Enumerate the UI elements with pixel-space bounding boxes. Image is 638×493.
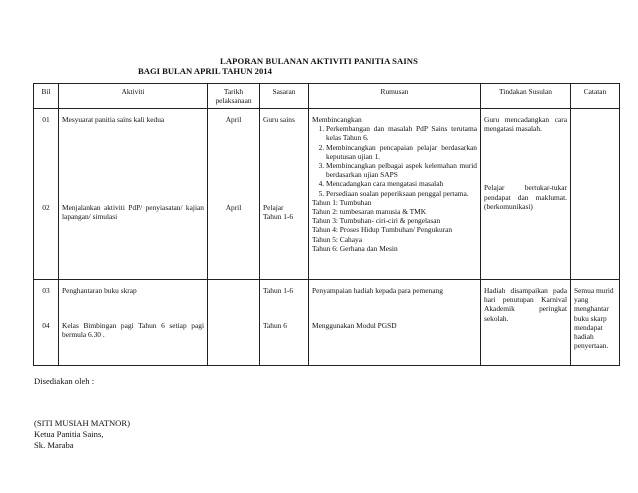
list-item: 3. Membincangkan pelbagai aspek kelemahan murid berdasarkan ujian SAPS (326, 161, 477, 179)
rumusan-04: Menggunakan Modul PGSD (312, 321, 397, 331)
rumusan-list (312, 124, 477, 198)
aktiviti-cell (59, 280, 208, 366)
tarikh-cell (208, 280, 260, 366)
catatan-cell (571, 109, 620, 280)
bil-03: 03 (42, 286, 50, 295)
aktiviti-01: Mesyuarat panitia sains kali kedua (62, 115, 165, 124)
header-rumusan: Rumusan (309, 84, 481, 109)
table-row (34, 109, 620, 280)
tarikh-01: April (225, 115, 242, 124)
rumusan-line: Tahun 4: Proses Hidup Tumbuhan/ Pengukuran (312, 225, 453, 235)
report-title: LAPORAN BULANAN AKTIVITI PANITIA SAINS (220, 56, 418, 66)
sasaran-cell (260, 109, 309, 280)
header-tindakan: Tindakan Susulan (481, 84, 571, 109)
rumusan-cell (309, 280, 481, 366)
header-sasaran: Sasaran (260, 84, 309, 109)
rumusan-line: Tahun 5: Cahaya (312, 234, 362, 244)
list-item: 5. Persediaan soalan peperiksaan penggal pertama. (326, 189, 477, 198)
rumusan-line: Tahun 2: tumbesaran manusia & TMK (312, 207, 427, 217)
aktiviti-02: Menjalankan aktiviti PdP/ penyiasatan/ kajian lapangan/ simulasi (62, 203, 204, 222)
bil-02: 02 (42, 203, 50, 213)
header-aktiviti: Aktiviti (59, 84, 208, 109)
prepared-by-label: Disediakan oleh : (34, 376, 95, 386)
tindakan-01: Guru mencadangkan cara mengatasi masalah. (484, 115, 567, 134)
list-item: 1. Perkembangan dan masalah PdP Sains terutama kelas Tahun 6. (326, 124, 477, 142)
report-subtitle: BAGI BULAN APRIL TAHUN 2014 (138, 66, 272, 76)
rumusan-intro: Membincangkan (312, 115, 362, 124)
bil-cell (34, 280, 59, 366)
tindakan-02: Pelajar bertukar-tukar pendapat dan maklumat. (berkomunikasi) (484, 183, 567, 211)
list-item: 4. Mencadangkan cara mengatasi masalah (326, 179, 477, 188)
header-bil: Bil (34, 84, 59, 109)
signatory-school: Sk. Maraba (34, 440, 74, 450)
aktiviti-04: Kelas Bimbingan pagi Tahun 6 setiap pagi bermula 6.30 . (62, 321, 204, 340)
signatory-position: Ketua Panitia Sains, (34, 429, 104, 439)
rumusan-03: Penyampaian hadiah kepada para pemenang (312, 286, 443, 295)
tindakan-03: Hadiah disampaikan pada hari penutupan Karnival Akademik peringkat sekolah. (484, 286, 567, 323)
bil-cell (34, 109, 59, 280)
list-item: 2. Membincangkan pencapaian pelajar berdasarkan keputusan ujian 1. (326, 143, 477, 161)
sasaran-04: Tahun 6 (263, 321, 287, 331)
tindakan-cell (481, 109, 571, 280)
rumusan-line: Tahun 6: Gerhana dan Mesin (312, 243, 398, 253)
sasaran-03: Tahun 1-6 (263, 286, 294, 295)
sasaran-02a: Pelajar (263, 203, 284, 213)
sasaran-01: Guru sains (263, 115, 295, 124)
signatory-name: (SITI MUSIAH MATNOR) (34, 418, 130, 428)
tarikh-02: April (225, 203, 242, 213)
catatan-03: Semua murid yang menghantar buku skarp mendapat hadiah penyertaan. (574, 286, 614, 351)
tindakan-cell (481, 280, 571, 366)
sasaran-cell (260, 280, 309, 366)
tarikh-cell (208, 109, 260, 280)
aktiviti-03: Penghantaran buku skrap (62, 286, 137, 295)
bil-01: 01 (42, 115, 50, 124)
rumusan-line: Tahun 3: Tumbuhan- ciri-ciri & pengelasan (312, 216, 441, 226)
aktiviti-cell (59, 109, 208, 280)
sasaran-02b: Tahun 1-6 (263, 212, 294, 222)
activity-table (33, 83, 620, 366)
table-header-row (34, 84, 620, 109)
header-tarikh: Tarikh pelaksanaan (208, 84, 260, 109)
rumusan-line: Tahun 1: Tumbuhan (312, 197, 372, 207)
bil-04: 04 (42, 321, 50, 331)
header-catatan: Catatan (571, 84, 620, 109)
table-row (34, 280, 620, 366)
catatan-cell (571, 280, 620, 366)
rumusan-cell (309, 109, 481, 280)
